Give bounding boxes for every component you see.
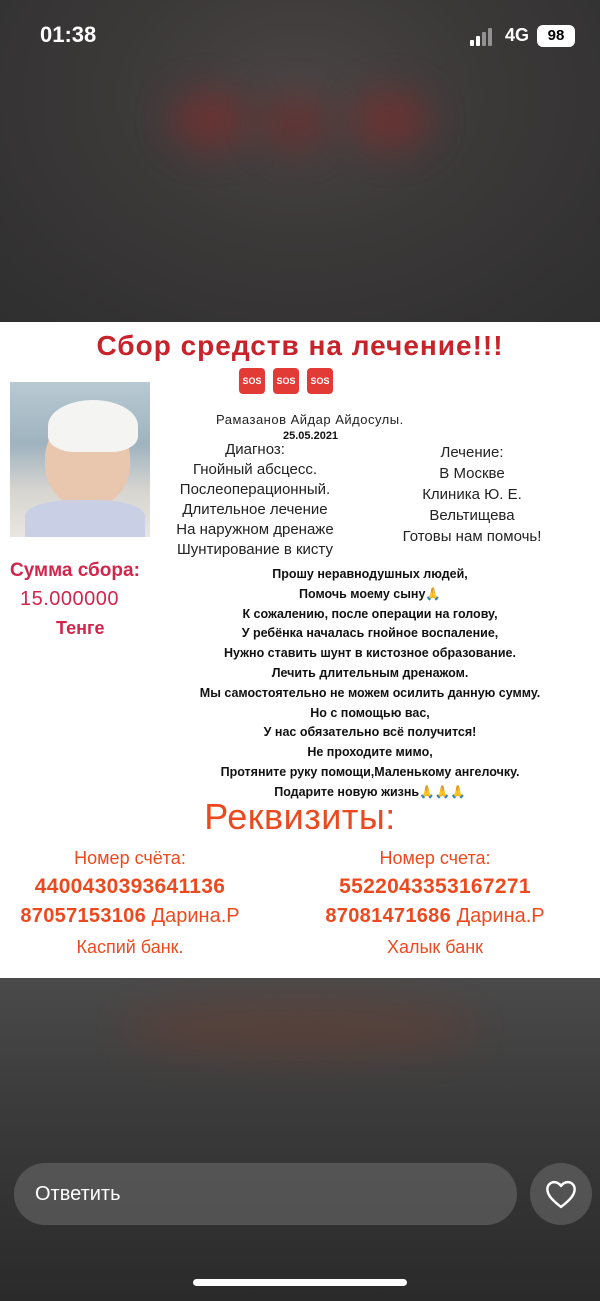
sos-icon: SOS [273, 368, 299, 394]
diagnosis-line: Шунтирование в кисту [177, 541, 333, 558]
account-phone: 87081471686 [325, 905, 452, 927]
account-kaspi [0, 844, 260, 963]
treatment-line: Клиника Ю. Е. [422, 486, 522, 503]
account-label: Номер счёта: [74, 848, 186, 868]
treatment-line: В Москве [439, 465, 505, 482]
status-time: 01:38 [40, 22, 97, 47]
sum-value: 15.000000 [20, 588, 120, 610]
treatment-heading: Лечение: [440, 444, 504, 461]
treatment-line: Вельтищева [429, 507, 515, 524]
reply-input[interactable]: Ответить [14, 1163, 517, 1225]
diagnosis-heading: Диагноз: [225, 441, 285, 458]
child-photo [10, 382, 150, 537]
appeal-line: Лечить длительным дренажом. [271, 665, 469, 680]
appeal-line: Но с помощью вас, [310, 705, 430, 720]
diagnosis-line: Длительное лечение [182, 501, 328, 518]
account-number: 5522043353167271 [339, 875, 531, 898]
account-holder: Дарина.Р [456, 905, 545, 927]
treatment-block [382, 442, 562, 547]
patient-name: Рамазанов Айдар Айдосулы. [216, 412, 404, 427]
treatment-line: Готовы нам помочь! [402, 528, 542, 545]
poster-title: Сбор средств на лечение!!! [96, 330, 504, 361]
story-poster [0, 322, 600, 978]
appeal-line: Подарите новую жизнь🙏🙏🙏 [274, 784, 466, 799]
home-indicator[interactable] [193, 1279, 407, 1286]
appeal-line: Протяните руку помощи,Маленькому ангелочку. [220, 764, 520, 779]
appeal-line: Мы самостоятельно не можем осилить данную сумму. [199, 685, 541, 700]
status-bar [0, 0, 600, 72]
appeal-line: У ребёнка началась гнойное воспаление, [241, 626, 499, 641]
sum-label: Сумма сбора: [10, 560, 140, 581]
story-background-bottom [0, 978, 600, 1301]
account-bank: Халык банк [386, 937, 484, 957]
appeal-line: Нужно ставить шунт в кистозное образование. [224, 646, 516, 661]
appeal-line: У нас обязательно всё получится! [263, 725, 477, 740]
diagnosis-line: Гнойный абсцесс. [192, 461, 318, 478]
account-number: 4400430393641136 [34, 875, 226, 898]
account-bank: Каспий банк. [76, 937, 184, 957]
diagnosis-block [155, 440, 355, 560]
requisites-title: Реквизиты: [204, 796, 396, 837]
account-phone-row [0, 901, 260, 931]
sos-icon: SOS [307, 368, 333, 394]
appeal-line: Не проходите мимо, [307, 745, 433, 760]
heart-icon [544, 1179, 578, 1209]
sos-icon: SOS [239, 368, 265, 394]
network-type: 4G [505, 25, 530, 45]
appeal-line: Помочь моему сыну🙏 [299, 586, 441, 601]
battery-icon: 98 [537, 25, 575, 47]
like-button[interactable] [530, 1163, 592, 1225]
account-phone: 87057153106 [20, 905, 147, 927]
diagnosis-line: Послеоперационный. [179, 481, 331, 498]
sum-currency: Тенге [56, 618, 105, 638]
account-label: Номер счета: [379, 848, 491, 868]
appeal-line: К сожалению, после операции на голову, [242, 606, 498, 621]
birth-date: 25.05.2021 [283, 430, 339, 442]
sos-badges [239, 368, 341, 394]
appeal-text [150, 565, 590, 803]
appeal-line: Прошу неравнодушных людей, [272, 567, 468, 581]
account-holder: Дарина.Р [151, 905, 240, 927]
account-halyk [305, 844, 565, 963]
diagnosis-line: На наружном дренаже [176, 521, 334, 538]
signal-icon [470, 28, 498, 46]
account-phone-row [305, 901, 565, 931]
